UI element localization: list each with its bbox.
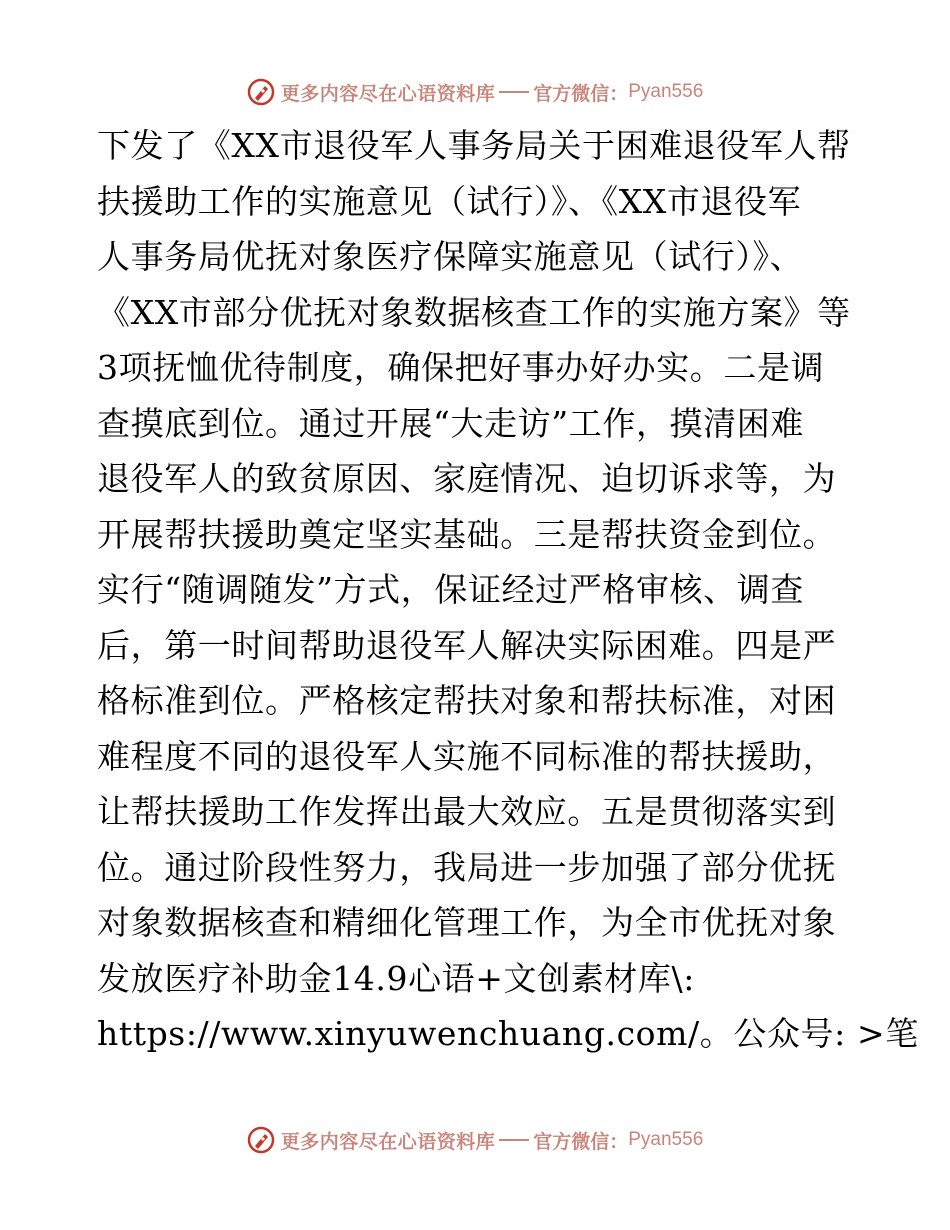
footer-brand-text: 更多内容尽在心语资料库 [280,1130,496,1153]
body-line: 查摸底到位。通过开展“大走访”工作，摸清困难 [97,403,804,443]
body-line: 退役军人的致贫原因、家庭情况、迫切诉求等，为 [97,459,837,498]
header-dash [499,91,529,93]
pen-nib-logo-icon [247,1126,275,1154]
body-line: 3项抚恤优待制度，确保把好事办好办实。二是调 [97,348,825,387]
body-line: 下发了《XX市退役军人事务局关于困难退役军人帮 [97,126,851,165]
footer-banner [0,1120,950,1160]
body-line: 位。通过阶段性努力，我局进一步加强了部分优抚 [97,847,837,887]
body-line: 实行“随调随发”方式，保证经过严格审核、调查 [97,570,804,609]
body-line: 人事务局优抚对象医疗保障实施意见（试行）》、 [97,237,804,276]
header-banner [0,72,950,112]
footer-wechat-label: 官方微信： [533,1130,629,1153]
body-line: 《XX市部分优抚对象数据核查工作的实施方案》等 [97,292,851,332]
body-line: 扶援助工作的实施意见（试行）》、《XX市退役军 [97,181,802,221]
footer-dash [499,1139,529,1141]
body-line-url: https://www.xinyuwenchuang.com/。公众号: >笔 [97,1014,919,1053]
footer-wechat-id: Pyan556 [628,1129,704,1150]
pen-nib-logo-icon [247,78,275,106]
body-line: 让帮扶援助工作发挥出最大效应。五是贯彻落实到 [97,792,837,831]
header-wechat-label: 官方微信： [533,82,629,105]
body-line: 发放医疗补助金14.9心语+文创素材库\: [97,958,695,998]
body-line: 后，第一时间帮助退役军人解决实际困难。四是严 [97,625,837,665]
body-line: 格标准到位。严格核定帮扶对象和帮扶标准，对困 [97,681,837,720]
body-line: 难程度不同的退役军人实施不同标准的帮扶援助， [97,736,837,776]
document-body [97,118,919,1062]
header-wechat-id: Pyan556 [628,81,704,102]
header-brand-text: 更多内容尽在心语资料库 [280,82,496,105]
body-line: 开展帮扶援助奠定坚实基础。三是帮扶资金到位。 [97,514,837,554]
body-line: 对象数据核查和精细化管理工作，为全市优抚对象 [97,903,837,942]
